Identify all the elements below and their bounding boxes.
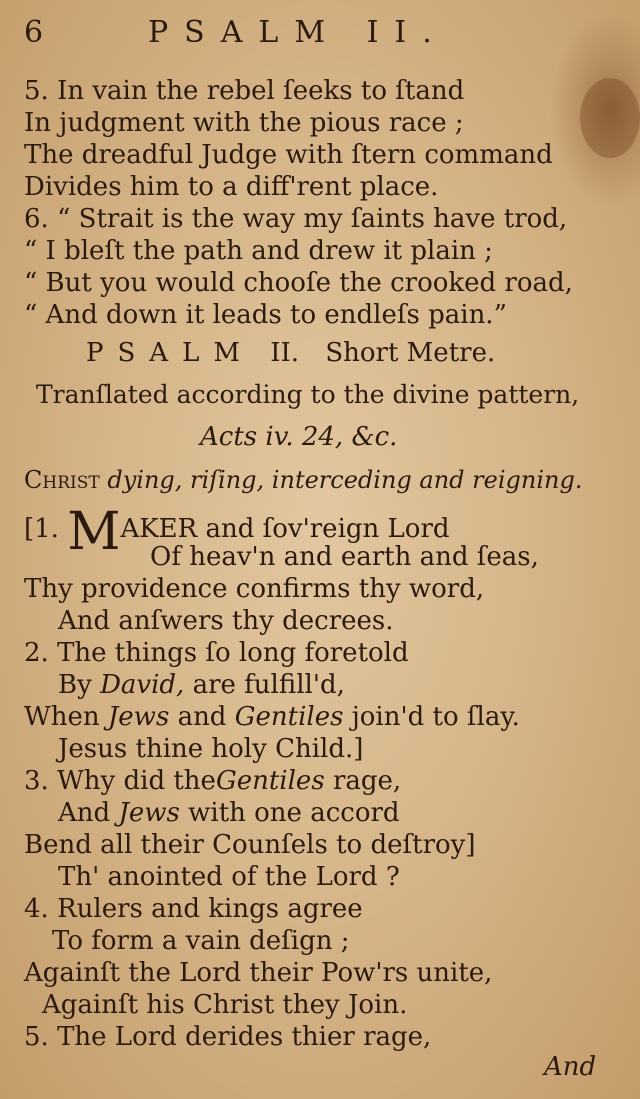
- verse-line: [24, 768, 401, 794]
- drop-cap: M: [67, 502, 121, 562]
- verse-text: join'd to ſlay.: [351, 702, 520, 732]
- verse-line: Againſt the Lord their Pow'rs unite,: [24, 958, 493, 988]
- verse-line: To form a vain deſign ;: [52, 926, 350, 956]
- scripture-reference: Acts iv. 24, &c.: [200, 422, 398, 452]
- verse-line: Jesus thine holy Child.]: [58, 734, 364, 764]
- verse-line: “ I bleſt the path and drew it plain ;: [24, 236, 493, 266]
- verse-line: [58, 672, 345, 698]
- verse-line: “ But you would chooſe the crooked road,: [24, 268, 573, 298]
- verse-line: Thy providence confirms thy word,: [24, 574, 485, 604]
- psalm-heading: [86, 340, 495, 366]
- catchword: And: [544, 1052, 597, 1082]
- verse-name: Jews: [118, 798, 180, 828]
- verse-line: The dreadful Judge with ſtern command: [24, 140, 553, 170]
- verse-text: By: [58, 670, 92, 700]
- running-title: PSALM II.: [148, 15, 448, 50]
- verse-name: David,: [100, 670, 185, 700]
- argument-rest: dying, riſing, interceding and reigning.: [107, 466, 583, 494]
- verse-line: And anſwers thy decrees.: [58, 606, 394, 636]
- verse-line: Divides him to a diff'rent place.: [24, 172, 439, 202]
- psalm-metre: Short Metre.: [325, 338, 496, 368]
- verse-line: [58, 800, 400, 826]
- stain-mark: [580, 78, 640, 158]
- psalm-subtitle: Tranſlated according to the divine pattern,: [36, 380, 580, 409]
- verse-line: Againſt his Christ they Join.: [42, 990, 408, 1020]
- verse-name: Gentiles: [215, 766, 325, 796]
- psalm-argument: [24, 468, 582, 492]
- verse-text: When: [24, 702, 100, 732]
- verse-line: 5. The Lord derides thier rage,: [24, 1022, 432, 1052]
- verse-line: Of heav'n and earth and ſeas,: [150, 542, 539, 572]
- verse-line: Th' anointed of the Lord ?: [58, 862, 400, 892]
- verse-text: 3. Why did the: [24, 766, 216, 796]
- verse-line: In judgment with the pious race ;: [24, 108, 464, 138]
- verse-text: And: [58, 798, 111, 828]
- psalm-number: II.: [270, 338, 300, 368]
- verse-text: and: [177, 702, 227, 732]
- verse-text: are fulfill'd,: [192, 670, 345, 700]
- verse-line: 6. “ Strait is the way my ſaints have trod,: [24, 204, 568, 234]
- page-number: 6: [24, 15, 46, 50]
- verse-line: 2. The things ſo long foretold: [24, 638, 409, 668]
- psalm-title: PSALM: [86, 338, 254, 368]
- verse-line: 5. In vain the rebel ſeeks to ſtand: [24, 76, 465, 106]
- verse-line: [24, 704, 520, 730]
- verse-name: Gentiles: [234, 702, 344, 732]
- bracket-number: [1.: [24, 514, 59, 544]
- argument-lead: Christ: [24, 466, 100, 494]
- verse-line: 4. Rulers and kings agree: [24, 894, 363, 924]
- verse-text: with one accord: [188, 798, 400, 828]
- verse-line: Bend all their Counſels to deſtroy]: [24, 830, 476, 860]
- verse-text: rage,: [332, 766, 402, 796]
- verse-text: AKER and ſov'reign Lord: [120, 514, 450, 544]
- verse-name: Jews: [107, 702, 170, 732]
- verse-line: “ And down it leads to endleſs pain.”: [24, 300, 507, 330]
